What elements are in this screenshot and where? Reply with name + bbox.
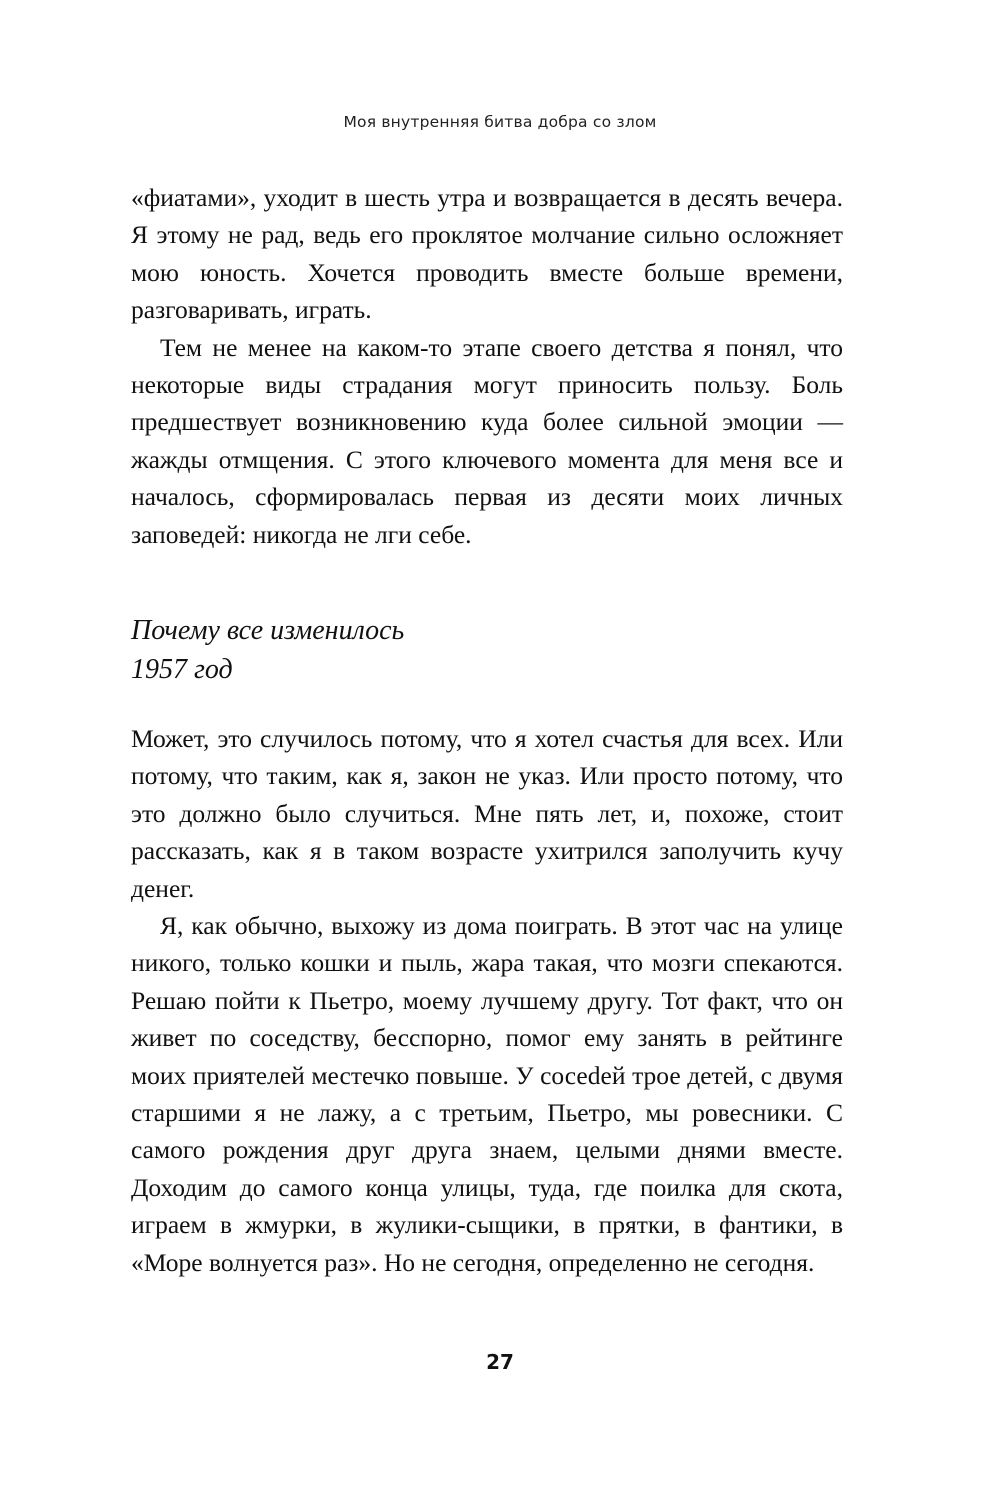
text-section-main	[131, 720, 843, 1281]
page-number: 27	[486, 1350, 514, 1374]
chapter-year: 1957 год	[131, 654, 233, 685]
paragraph: Тем не менее на каком-то этапе своего детства я понял, что некоторые виды страдания могут приносить пользу. Боль предшествует возникновению куда более сильной эмоции — жажды отмщения. С этого ключевого момента для меня все и началось, сформировалась первая из десяти моих личных заповедей: никогда не лги себе.	[131, 332, 843, 549]
chapter-title: Почему все изменилось	[131, 615, 405, 646]
text-section-top	[131, 179, 843, 553]
paragraph: Может, это случилось потому, что я хотел счастья для всех. Или потому, что таким, как я, закон не указ. Или просто потому, что это должно было случиться. Мне пять лет, и, похоже, стоит рассказать, как я в таком возрасте ухитрился заполучить кучу денег.	[131, 724, 843, 903]
paragraph: Я, как обычно, выхожу из дома поиграть. В этот час на улице никого, только кошки и пыль, жара такая, что мозги спекаются. Решаю пойти к Пьетро, моему лучшему другу. Тот факт, что он живет по соседству, бесспорно, помог ему занять в рейтинге моих приятелей местечко повыше. У сосеdей трое детей, с двумя старшими я не лажу, а с третьим, Пьетро, мы ровесники. С самого рождения друг друга знаем, целыми днями вместе. Доходим до самого конца улицы, туда, где поилка для скота, играем в жмурки, в жулики-сыщики, в прятки, в фантики, в «Море волнуется раз». Но не сегодня, определенно не сегодня.	[131, 911, 843, 1277]
chapter-heading	[131, 611, 843, 689]
paragraph-continuation: «фиатами», уходит в шесть утра и возвращается в десять вечера. Я этому не рад, ведь его проклятое молчание сильно осложняет мою юность. Хочется проводить вместе больше времени, разговаривать, играть.	[131, 183, 843, 325]
running-head: Моя внутренняя битва добра со злом	[343, 113, 657, 131]
